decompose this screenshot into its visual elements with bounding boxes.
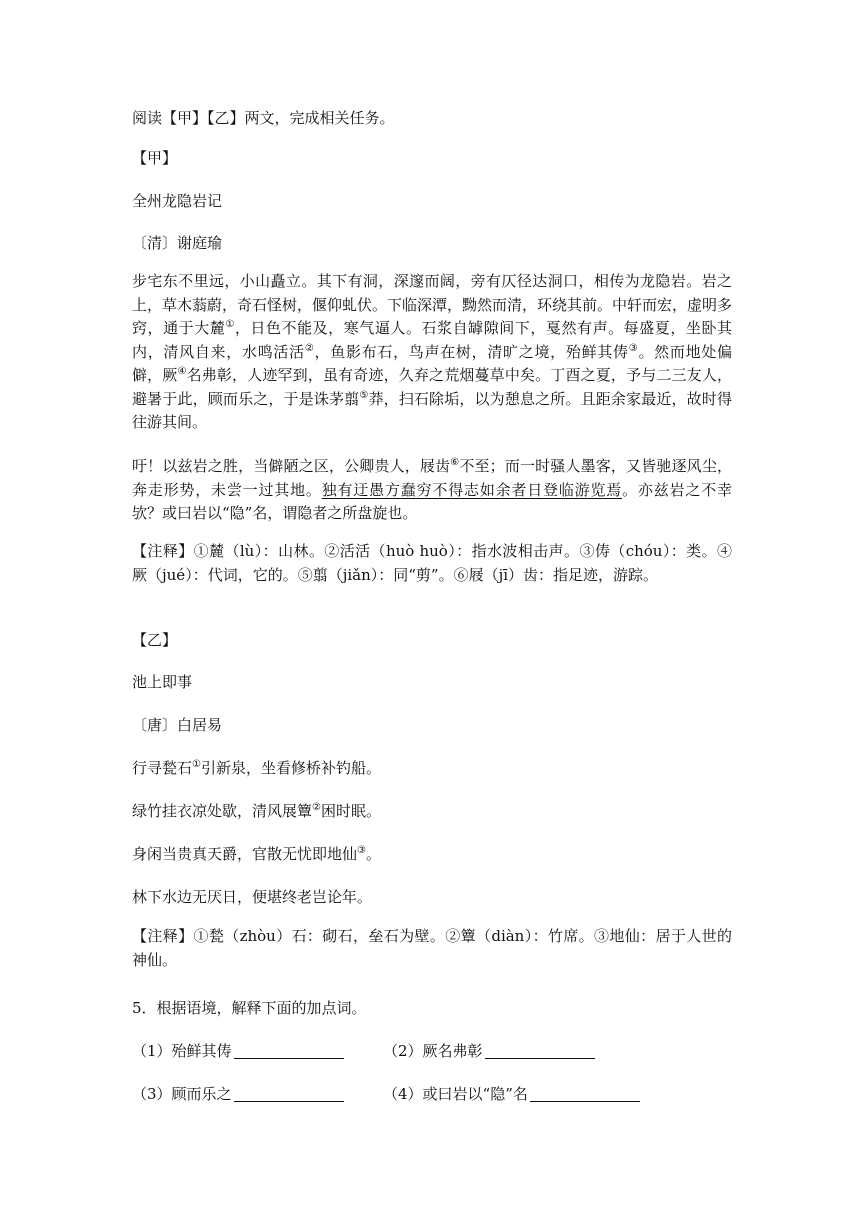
text-run: 不至；而一时骚人墨客，又皆驰逐风尘，奔走形势，未尝一过其地。 — [132, 457, 732, 499]
poem-line-3 — [132, 846, 381, 862]
question-item-4 — [383, 1083, 640, 1104]
text-run: 。 — [365, 845, 381, 863]
poem-line-2 — [132, 803, 381, 819]
annotation-jia: 【注释】①麓（lù）：山林。②活活（huò huò）：指水波相击声。③俦（chóu）：类。④厥（jué）：代词，它的。⑤翦（jiǎn）：同“剪”。⑥屐（jī）齿：指足迹，游踪。 — [132, 542, 732, 584]
passage-title-yi: 池上即事 — [132, 673, 193, 691]
question-item-label: （2）厥名弗彰 — [383, 1042, 483, 1060]
passage-paragraph-2 — [132, 455, 732, 526]
question-item-3 — [132, 1083, 344, 1104]
text-run: 。亦兹岩之不幸欤？或曰岩以“隐”名，谓隐者之所盘旋也。 — [132, 480, 732, 522]
poem-line-1 — [132, 760, 381, 776]
text-run: 身闲当贵真天爵，官散无忧即地仙 — [132, 845, 358, 863]
text-run: 莽，扫石除垢，以为憩息之所。且距余家最近，故时得往游其间。 — [132, 389, 732, 431]
passage-author-yi: 〔唐〕白居易 — [132, 716, 223, 734]
underlined-sentence: 独有迂愚方蠢穷不得志如余者日登临游览焉 — [321, 480, 623, 499]
passage-paragraph-1 — [132, 270, 732, 435]
passage-title-jia: 全州龙隐岩记 — [132, 192, 223, 210]
intro-text: 阅读【甲】【乙】两文，完成相关任务。 — [132, 109, 395, 127]
footnote-marker: ② — [312, 802, 321, 813]
text-run: 行寻甃石 — [132, 759, 193, 777]
footnote-marker: ④ — [177, 366, 187, 377]
text-run: 引新泉，坐看修桥补钓船。 — [200, 759, 381, 777]
section-label-jia: 【甲】 — [132, 149, 178, 167]
footnote-marker: ① — [192, 759, 201, 770]
annotation-yi: 【注释】①甃（zhòu）石：砌石，垒石为壁。②簟（diàn）：竹席。③地仙：居于人世的神仙。 — [132, 927, 732, 969]
answer-blank[interactable] — [530, 1087, 640, 1102]
passage-author-jia: 〔清〕谢庭瑜 — [132, 234, 223, 252]
footnote-marker: ⑥ — [450, 457, 460, 468]
question-item-label: （3）顾而乐之 — [132, 1085, 232, 1103]
text-run: 绿竹挂衣凉处歇，清风展簟 — [132, 802, 313, 820]
question-item-label: （1）殆鲜其俦 — [132, 1042, 232, 1060]
question-stem: 5．根据语境，解释下面的加点词。 — [132, 999, 367, 1017]
text-run: ，日色不能及，寒气逼人。石浆自罅隙间下，戛然有声。每盛夏，坐卧其内，清风自来，水鸣活活 — [132, 319, 732, 361]
footnote-marker: ⑤ — [359, 389, 369, 401]
text-run: 困时眠。 — [320, 802, 381, 820]
footnote-marker: ① — [225, 319, 235, 330]
answer-blank[interactable] — [485, 1044, 595, 1059]
answer-blank[interactable] — [234, 1044, 344, 1059]
poem-line-4: 林下水边无厌日，便堪终老岂论年。 — [132, 888, 373, 906]
text-run: 吁！以兹岩之胜，当僻陋之区，公卿贵人，屐齿 — [132, 457, 451, 475]
footnote-marker: ③ — [628, 342, 639, 354]
text-run: 步宅东不里远，小山矗立。其下有洞，深邃而阔，旁有仄径达洞口，相传为龙隐岩。岩之上，草木蓊蔚，奇石怪树，偃仰虬伏。下临深潭，黝然而清，环绕其前。中轩而宏，虚明多窍，通于大麓 — [132, 272, 733, 337]
section-label-yi: 【乙】 — [132, 631, 178, 649]
text-run: 。然而地处偏僻，厥 — [132, 342, 732, 384]
question-item-label: （4）或曰岩以“隐”名 — [383, 1085, 528, 1103]
answer-blank[interactable] — [234, 1087, 344, 1102]
footnote-marker: ③ — [357, 845, 366, 856]
question-item-2 — [383, 1040, 595, 1061]
text-run: ，鱼影布石，鸟声在树，清旷之境，殆鲜其俦 — [314, 342, 629, 361]
text-run: 名弗彰，人迹罕到，虽有奇迹，久弃之荒烟蔓草中矣。丁酉之夏，予与二三友人，避暑于此，顾而乐之，于是诛茅翦 — [132, 366, 732, 408]
question-item-1 — [132, 1040, 344, 1061]
footnote-marker: ② — [304, 342, 315, 354]
